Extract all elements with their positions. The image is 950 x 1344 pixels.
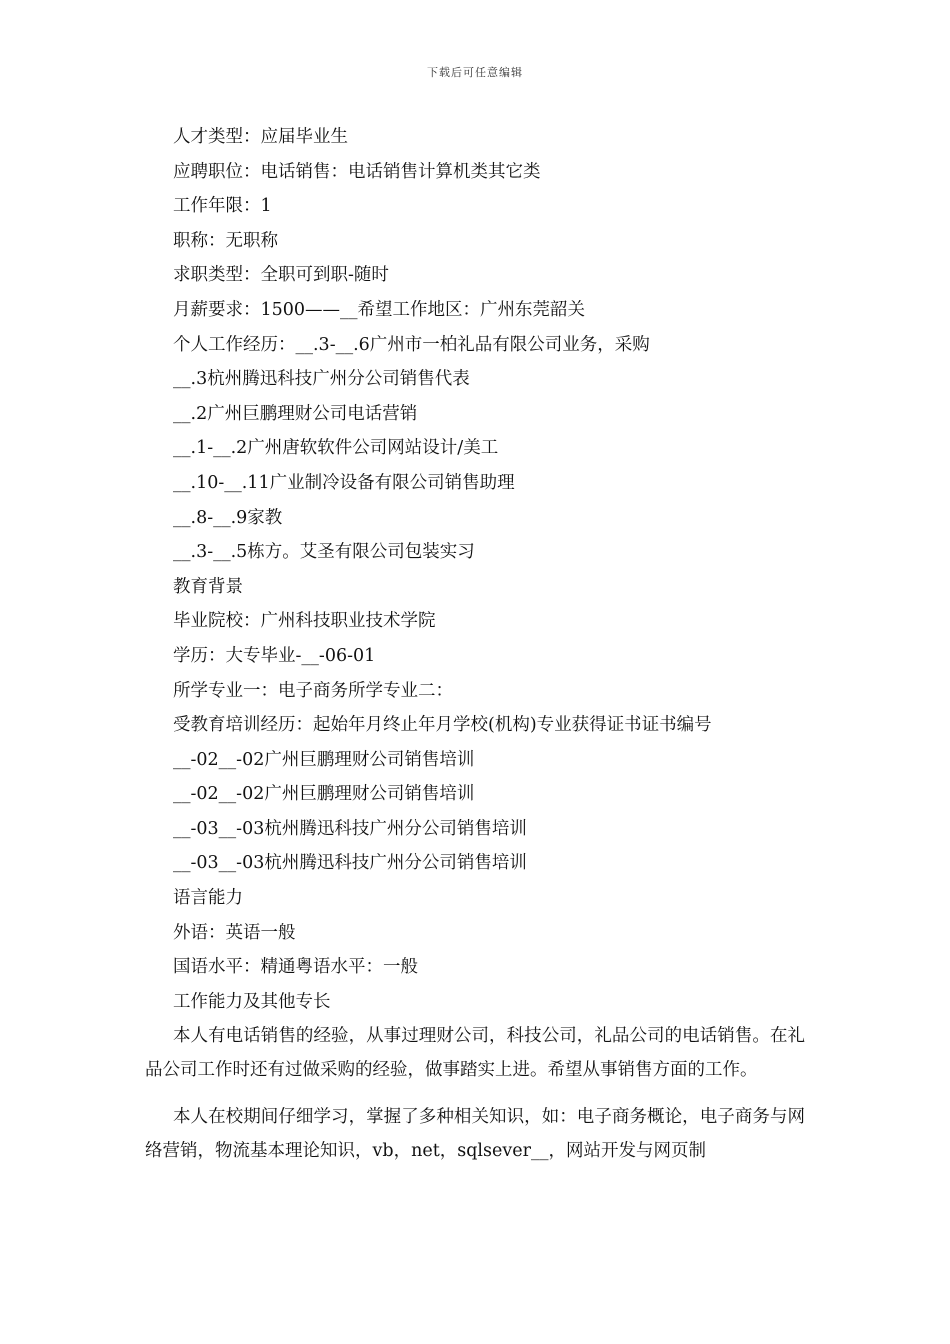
education-heading: 教育背景 (173, 576, 243, 597)
degree-line: 学历：大专毕业-__-06-01 (173, 645, 376, 666)
training-line: __-02__-02广州巨鹏理财公司销售培训 (173, 749, 475, 770)
mandarin-cantonese-line: 国语水平：精通粤语水平：一般 (173, 957, 418, 978)
salary-location-line: 月薪要求：1500——__希望工作地区：广州东莞韶关 (173, 299, 586, 320)
major-line: 所学专业一：电子商务所学专业二： (173, 680, 453, 701)
work-history-line: __.1-__.2广州唐软软件公司网站设计/美工 (173, 438, 499, 459)
training-line: __-03__-03杭州腾迅科技广州分公司销售培训 (173, 853, 527, 874)
skills-heading: 工作能力及其他专长 (173, 991, 331, 1012)
work-history-line: __.8-__.9家教 (173, 507, 283, 528)
training-header-line: 受教育培训经历：起始年月终止年月学校(机构)专业获得证书证书编号 (173, 715, 712, 736)
school-line: 毕业院校：广州科技职业技术学院 (173, 611, 436, 632)
training-line: __-03__-03杭州腾迅科技广州分公司销售培训 (173, 818, 527, 839)
study-paragraph: 本人在校期间仔细学习，掌握了多种相关知识，如：电子商务概论，电子商务与网络营销，物流基本理论知识，vb，net，sqlsever__，网站开发与网页制 (145, 1107, 805, 1162)
training-line: __-02__-02广州巨鹏理财公司销售培训 (173, 784, 475, 805)
page-header-note: 下载后可任意编辑 (427, 66, 523, 79)
talent-type-line: 人才类型：应届毕业生 (173, 127, 348, 147)
document-body (145, 120, 805, 1168)
language-heading: 语言能力 (173, 888, 243, 909)
job-type-line: 求职类型：全职可到职-随时 (173, 265, 389, 286)
applied-position-line: 应聘职位：电话销售：电话销售计算机类其它类 (173, 161, 541, 182)
work-years-line: 工作年限：1 (173, 196, 272, 217)
work-history-line: __.10-__.11广业制冷设备有限公司销售助理 (173, 472, 515, 493)
work-history-line: __.3杭州腾迅科技广州分公司销售代表 (173, 369, 470, 390)
work-history-line: __.2广州巨鹏理财公司电话营销 (173, 403, 418, 424)
work-history-line: 个人工作经历：__.3-__.6广州市一柏礼品有限公司业务，采购 (173, 334, 650, 355)
job-title-line: 职称：无职称 (173, 230, 278, 251)
self-evaluation-paragraph: 本人有电话销售的经验，从事过理财公司，科技公司，礼品公司的电话销售。在礼品公司工作时还有过做采购的经验，做事踏实上进。希望从事销售方面的工作。 (145, 1026, 805, 1081)
foreign-language-line: 外语：英语一般 (173, 922, 296, 943)
work-history-line: __.3-__.5栋方。艾圣有限公司包装实习 (173, 542, 475, 563)
